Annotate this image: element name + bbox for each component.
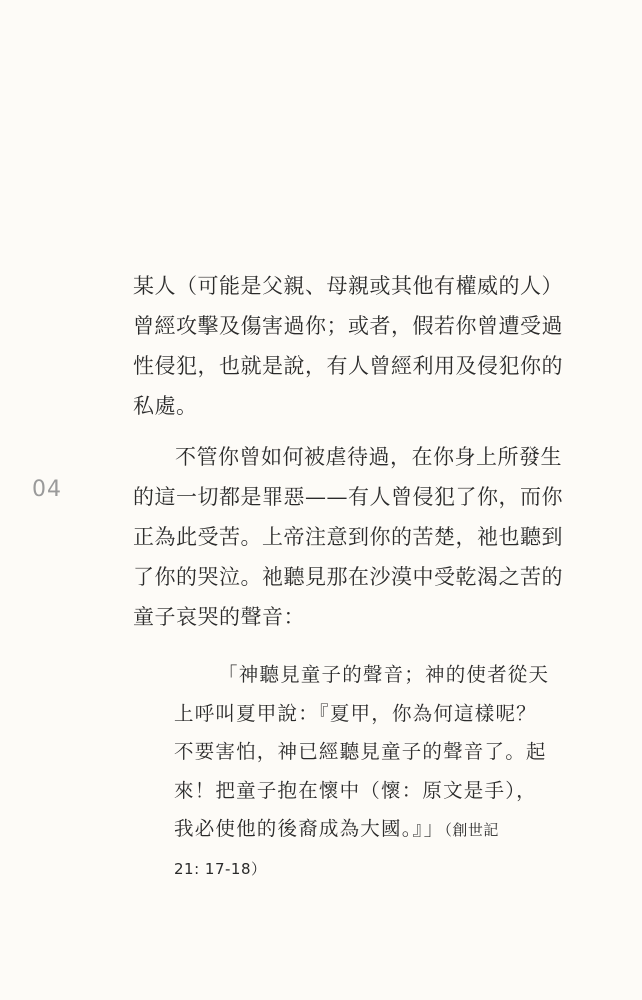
paragraph-2 <box>133 437 573 637</box>
paragraph-1 <box>133 266 573 426</box>
citation-reference: 21: 17-18） <box>174 859 267 878</box>
paragraph-line: 某人（可能是父親、母親或其他有權威的人） <box>133 274 563 298</box>
quote-line: 上呼叫夏甲說：『夏甲，你為何這樣呢？ <box>174 701 537 725</box>
paragraph-line: 童子哀哭的聲音： <box>133 605 305 629</box>
paragraph-line: 正為此受苦。上帝注意到你的苦楚，祂也聽到 <box>133 525 563 549</box>
scripture-quote <box>174 656 574 888</box>
body-text <box>133 266 573 648</box>
paragraph-line: 了你的哭泣。祂聽見那在沙漠中受乾渴之苦的 <box>133 565 563 589</box>
paragraph-line: 的這一切都是罪惡——有人曾侵犯了你，而你 <box>133 485 563 509</box>
quote-line: 我必使他的後裔成為大國。』」 <box>174 817 445 840</box>
quote-last-line <box>174 810 574 850</box>
quote-line: 「神聽見童子的聲音；神的使者從天 <box>218 663 550 686</box>
page-number: 04 <box>32 477 62 502</box>
quote-line: 來！把童子抱在懷中（懷：原文是手）， <box>174 778 537 802</box>
paragraph-line: 性侵犯，也就是說，有人曾經利用及侵犯你的 <box>133 354 563 378</box>
paragraph-line: 曾經攻擊及傷害過你；或者，假若你曾遭受過 <box>133 314 563 338</box>
paragraph-line: 私處。 <box>133 394 198 418</box>
paragraph-line: 不管你曾如何被虐待過，在你身上所發生 <box>175 445 562 469</box>
quote-line: 不要害怕，神已經聽見童子的聲音了。起 <box>174 740 547 763</box>
citation-book: （創世記 <box>444 821 499 839</box>
